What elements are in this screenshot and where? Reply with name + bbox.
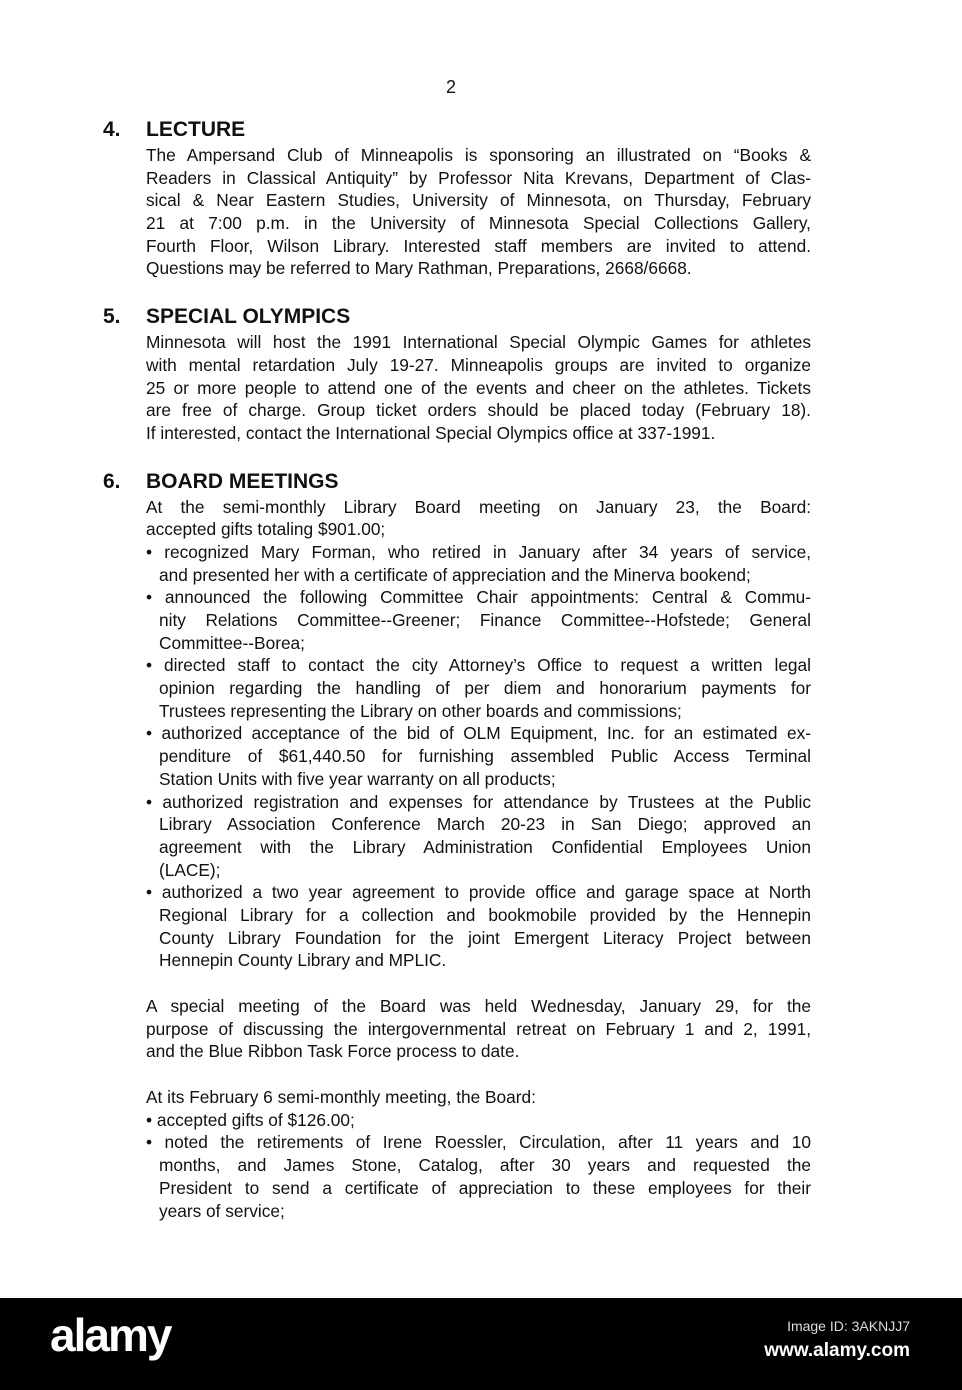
text-line: • noted the retirements of Irene Roessler, Circulation, after 11 years and 10	[146, 1132, 811, 1153]
text-line: agreement with the Library Administration Confidential Employees Union	[159, 836, 811, 857]
image-id: Image ID: 3AKNJJ7	[787, 1318, 910, 1334]
text-line: County Library Foundation for the joint Emergent Literacy Project between	[159, 927, 811, 948]
text-line: accepted gifts totaling $901.00;	[146, 519, 386, 540]
text-line: 25 or more people to attend one of the events and cheer on the athletes. Tickets	[146, 377, 811, 398]
text-line: • authorized registration and expenses for attendance by Trustees at the Public	[146, 791, 811, 812]
text-line: Library Association Conference March 20-23 in San Diego; approved an	[159, 814, 811, 835]
text-line: and presented her with a certificate of appreciation and the Minerva bookend;	[159, 564, 751, 585]
text-line: months, and James Stone, Catalog, after 30 years and requested the	[159, 1155, 811, 1176]
text-line: If interested, contact the International Special Olympics office at 337-1991.	[146, 422, 716, 443]
bullet-item	[146, 654, 811, 722]
section	[103, 470, 811, 1223]
text-line: • announced the following Committee Chair appointments: Central & Commu-	[146, 587, 811, 608]
alamy-logo: alamy	[50, 1309, 171, 1361]
text-line: • authorized acceptance of the bid of OLM Equipment, Inc. for an estimated ex-	[146, 723, 811, 744]
text-line: • authorized a two year agreement to provide office and garage space at North	[146, 882, 811, 903]
text-line: Minnesota will host the 1991 International Special Olympic Games for athletes	[146, 332, 811, 353]
paragraph	[146, 496, 811, 541]
section-number: 6.	[103, 469, 121, 493]
section	[103, 305, 811, 444]
site-url: www.alamy.com	[764, 1340, 910, 1361]
paragraph	[146, 144, 811, 280]
text-line: • directed staff to contact the city Attorney’s Office to request a written legal	[146, 655, 811, 676]
paragraph	[146, 331, 811, 444]
text-line: penditure of $61,440.50 for furnishing assembled Public Access Terminal	[159, 746, 811, 767]
paragraph	[146, 995, 811, 1063]
text-line: years of service;	[159, 1200, 285, 1221]
document-body	[103, 118, 811, 1247]
bullet-item	[146, 791, 811, 882]
text-line: Regional Library for a collection and bookmobile provided by the Hennepin	[159, 904, 811, 925]
text-line: • recognized Mary Forman, who retired in January after 34 years of service,	[146, 541, 811, 562]
bullet-item	[146, 541, 811, 586]
text-line: Readers in Classical Antiquity” by Professor Nita Krevans, Department of Clas-	[146, 167, 811, 188]
section-title: SPECIAL OLYMPICS	[146, 305, 351, 329]
text-line: Trustees representing the Library on other boards and commissions;	[159, 700, 682, 721]
text-line: opinion regarding the handling of per diem and honorarium payments for	[159, 678, 811, 699]
bullet-item	[146, 1109, 811, 1132]
text-line: are free of charge. Group ticket orders should be placed today (February 18).	[146, 400, 811, 421]
text-line: purpose of discussing the intergovernmental retreat on February 1 and 2, 1991,	[146, 1018, 811, 1039]
text-line: Committee--Borea;	[159, 632, 305, 653]
section-heading	[103, 118, 811, 142]
text-line: with mental retardation July 19-27. Minneapolis groups are invited to organize	[146, 354, 811, 375]
section-heading	[103, 470, 811, 494]
section-heading	[103, 305, 811, 329]
text-line: 21 at 7:00 p.m. in the University of Minnesota Special Collections Gallery,	[146, 213, 811, 234]
text-line: (LACE);	[159, 859, 221, 880]
text-line: and the Blue Ribbon Task Force process to date.	[146, 1041, 520, 1062]
text-line: President to send a certificate of appreciation to these employees for their	[159, 1177, 811, 1198]
section-number: 4.	[103, 118, 121, 141]
bullet-item	[146, 881, 811, 972]
bullet-item	[146, 722, 811, 790]
text-line: A special meeting of the Board was held Wednesday, January 29, for the	[146, 996, 811, 1016]
section-title: BOARD MEETINGS	[146, 469, 339, 493]
text-line: sical & Near Eastern Studies, University of Minnesota, on Thursday, February	[146, 190, 811, 211]
text-line: At its February 6 semi-monthly meeting, the Board:	[146, 1087, 536, 1108]
text-line: The Ampersand Club of Minneapolis is sponsoring an illustrated on “Books &	[146, 145, 811, 165]
section-number: 5.	[103, 305, 121, 329]
bullet-item	[146, 586, 811, 654]
text-line: Station Units with five year warranty on all products;	[159, 768, 556, 789]
text-line: Hennepin County Library and MPLIC.	[159, 950, 447, 971]
text-line: Fourth Floor, Wilson Library. Interested staff members are invited to attend.	[146, 235, 811, 256]
bullet-item	[146, 1131, 811, 1222]
text-line: nity Relations Committee--Greener; Finance Committee--Hofstede; General	[159, 610, 811, 630]
section	[103, 118, 811, 280]
page-number: 2	[446, 77, 457, 97]
paragraph	[146, 1086, 811, 1109]
watermark-banner	[0, 1298, 962, 1390]
section-title: LECTURE	[146, 118, 246, 141]
text-line: At the semi-monthly Library Board meeting on January 23, the Board:	[146, 496, 811, 517]
text-line: • accepted gifts of $126.00;	[146, 1109, 355, 1130]
text-line: Questions may be referred to Mary Rathman, Preparations, 2668/6668.	[146, 258, 692, 279]
